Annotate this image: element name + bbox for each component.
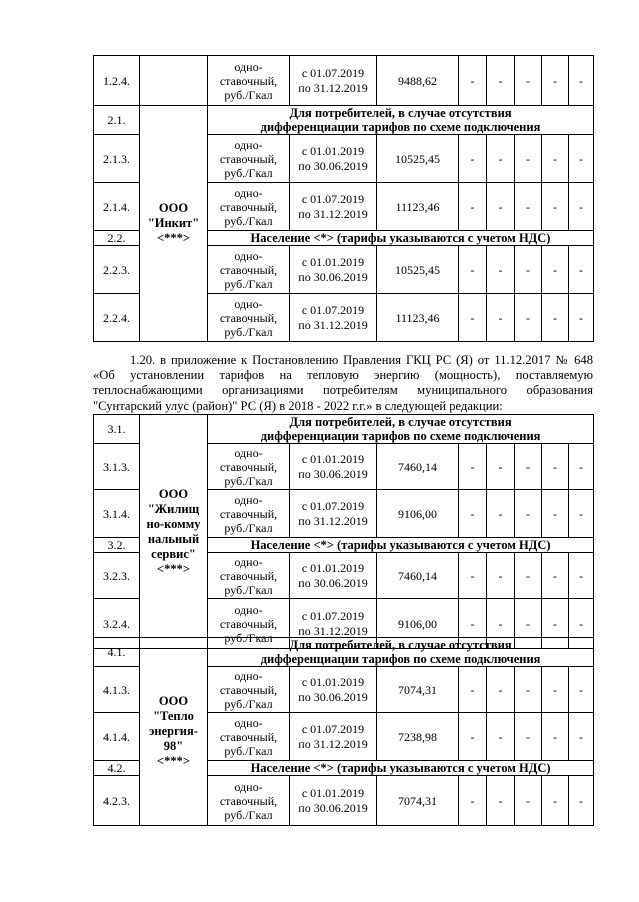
- tariff-table-zhks: [93, 414, 594, 649]
- empty-value-dash: -: [542, 553, 569, 599]
- tariff-unit: одно- ставочный, руб./Гкал: [208, 667, 290, 713]
- tariff-value: 9488,62: [377, 56, 459, 106]
- row-number: 3.1.: [94, 415, 140, 444]
- row-number: 4.2.3.: [94, 776, 140, 826]
- empty-value-dash: -: [569, 667, 594, 713]
- empty-value-dash: -: [487, 294, 515, 342]
- tariff-value: 10525,45: [377, 246, 459, 294]
- empty-value-dash: -: [459, 444, 487, 490]
- empty-value-dash: -: [569, 135, 594, 183]
- empty-value-dash: -: [459, 713, 487, 761]
- tariff-period: с 01.07.2019 по 31.12.2019: [290, 183, 377, 231]
- empty-value-dash: -: [569, 553, 594, 599]
- empty-value-dash: -: [459, 135, 487, 183]
- row-number: 3.1.4.: [94, 490, 140, 538]
- empty-value-dash: -: [515, 490, 542, 538]
- row-number: 3.1.3.: [94, 444, 140, 490]
- empty-value-dash: -: [569, 776, 594, 826]
- consumer-group-header: Для потребителей, в случае отсутствия дифференциации тарифов по схеме подключения: [208, 106, 594, 135]
- empty-value-dash: -: [542, 776, 569, 826]
- tariff-unit: одно- ставочный, руб./Гкал: [208, 135, 290, 183]
- tariff-value: 7460,14: [377, 553, 459, 599]
- tariff-unit: одно- ставочный, руб./Гкал: [208, 713, 290, 761]
- tariff-unit: одно- ставочный, руб./Гкал: [208, 776, 290, 826]
- tariff-period: с 01.01.2019 по 30.06.2019: [290, 667, 377, 713]
- empty-value-dash: -: [515, 553, 542, 599]
- tariff-period: с 01.01.2019 по 30.06.2019: [290, 444, 377, 490]
- consumer-group-header: Для потребителей, в случае отсутствия дифференциации тарифов по схеме подключения: [208, 415, 594, 444]
- empty-value-dash: -: [569, 246, 594, 294]
- empty-value-dash: -: [459, 183, 487, 231]
- empty-value-dash: -: [542, 294, 569, 342]
- tariff-unit: одно- ставочный, руб./Гкал: [208, 490, 290, 538]
- empty-value-dash: -: [542, 490, 569, 538]
- paragraph-line: «Об установлении тарифов на тепловую энергию (мощность), поставляемую: [93, 368, 593, 383]
- empty-value-dash: -: [515, 776, 542, 826]
- empty-value-dash: -: [487, 56, 515, 106]
- empty-value-dash: -: [487, 490, 515, 538]
- empty-value-dash: -: [487, 135, 515, 183]
- empty-value-dash: -: [459, 490, 487, 538]
- tariff-value: 10525,45: [377, 135, 459, 183]
- tariff-unit: одно- ставочный, руб./Гкал: [208, 246, 290, 294]
- empty-value-dash: -: [569, 490, 594, 538]
- tariff-value: 7074,31: [377, 667, 459, 713]
- tariff-value: 9106,00: [377, 599, 459, 649]
- tariff-value: 11123,46: [377, 183, 459, 231]
- row-number: 1.2.4.: [94, 56, 140, 106]
- tariff-period: с 01.01.2019 по 30.06.2019: [290, 246, 377, 294]
- row-number: 2.1.3.: [94, 135, 140, 183]
- row-number: 4.1.4.: [94, 713, 140, 761]
- empty-value-dash: -: [515, 183, 542, 231]
- tariff-unit: одно- ставочный, руб./Гкал: [208, 56, 290, 106]
- empty-value-dash: -: [515, 294, 542, 342]
- empty-value-dash: -: [459, 56, 487, 106]
- empty-value-dash: -: [459, 776, 487, 826]
- row-number: 4.1.3.: [94, 667, 140, 713]
- empty-value-dash: -: [487, 553, 515, 599]
- empty-value-dash: -: [487, 713, 515, 761]
- empty-value-dash: -: [515, 135, 542, 183]
- population-group-header: Население <*> (тарифы указываются с учетом НДС): [208, 761, 594, 776]
- empty-value-dash: -: [569, 713, 594, 761]
- empty-value-dash: -: [542, 667, 569, 713]
- paragraph-line: "Сунтарский улус (район)" РС (Я) в 2018 - 2022 г.г.» в следующей редакции:: [93, 398, 503, 413]
- empty-value-dash: -: [542, 183, 569, 231]
- empty-value-dash: -: [487, 776, 515, 826]
- tariff-value: 11123,46: [377, 294, 459, 342]
- organization-name: ООО "Тепло энергия- 98" <***>: [140, 638, 208, 826]
- population-group-header: Население <*> (тарифы указываются с учетом НДС): [208, 231, 594, 246]
- empty-value-dash: -: [459, 553, 487, 599]
- row-number: 2.1.4.: [94, 183, 140, 231]
- empty-value-dash: -: [542, 246, 569, 294]
- empty-value-dash: -: [459, 599, 487, 649]
- tariff-unit: одно- ставочный, руб./Гкал: [208, 444, 290, 490]
- paragraph-line: 1.20. в приложение к Постановлению Правления ГКЦ РС (Я) от 11.12.2017 № 648: [130, 353, 593, 367]
- table-row: [94, 56, 594, 106]
- empty-value-dash: -: [515, 599, 542, 649]
- empty-value-dash: -: [569, 444, 594, 490]
- tariff-unit: одно- ставочный, руб./Гкал: [208, 294, 290, 342]
- empty-value-dash: -: [487, 183, 515, 231]
- tariff-period: с 01.07.2019 по 31.12.2019: [290, 599, 377, 649]
- empty-value-dash: -: [487, 599, 515, 649]
- row-number: 3.2.: [94, 538, 140, 553]
- row-number: 2.2.3.: [94, 246, 140, 294]
- empty-value-dash: -: [542, 135, 569, 183]
- empty-value-dash: -: [487, 246, 515, 294]
- tariff-value: 7238,98: [377, 713, 459, 761]
- row-number: 2.1.: [94, 106, 140, 135]
- empty-value-dash: -: [515, 444, 542, 490]
- tariff-period: с 01.01.2019 по 30.06.2019: [290, 776, 377, 826]
- empty-value-dash: -: [569, 183, 594, 231]
- tariff-period: с 01.07.2019 по 31.12.2019: [290, 294, 377, 342]
- table-row: [94, 106, 594, 135]
- row-number: 3.2.3.: [94, 553, 140, 599]
- amendment-paragraph: [93, 353, 593, 414]
- empty-value-dash: -: [459, 667, 487, 713]
- tariff-unit: одно- ставочный, руб./Гкал: [208, 183, 290, 231]
- empty-value-dash: -: [487, 667, 515, 713]
- row-number: 3.2.4.: [94, 599, 140, 649]
- row-number: 4.2.: [94, 761, 140, 776]
- tariff-table-inkit: [93, 55, 594, 342]
- row-number: 2.2.4.: [94, 294, 140, 342]
- tariff-value: 7460,14: [377, 444, 459, 490]
- consumer-group-header: Для потребителей, в случае отсутствия дифференциации тарифов по схеме подключения: [208, 638, 594, 667]
- organization-name: ООО "Жилищ но-комму нальный сервис" <***>: [140, 415, 208, 649]
- empty-value-dash: -: [542, 599, 569, 649]
- empty-value-dash: -: [515, 246, 542, 294]
- empty-value-dash: -: [542, 713, 569, 761]
- tariff-period: с 01.01.2019 по 30.06.2019: [290, 553, 377, 599]
- empty-value-dash: -: [569, 294, 594, 342]
- empty-value-dash: -: [569, 56, 594, 106]
- organization-name: ООО "Инкит" <***>: [140, 106, 208, 342]
- tariff-period: с 01.07.2019 по 31.12.2019: [290, 56, 377, 106]
- tariff-unit: одно- ставочный, руб./Гкал: [208, 599, 290, 649]
- paragraph-line: теплоснабжающими организациями потребителям муниципального образования: [93, 383, 593, 398]
- row-number: 2.2.: [94, 231, 140, 246]
- empty-value-dash: -: [542, 56, 569, 106]
- population-group-header: Население <*> (тарифы указываются с учетом НДС): [208, 538, 594, 553]
- empty-value-dash: -: [542, 444, 569, 490]
- tariff-period: с 01.07.2019 по 31.12.2019: [290, 490, 377, 538]
- empty-value-dash: -: [459, 246, 487, 294]
- tariff-period: с 01.01.2019 по 30.06.2019: [290, 135, 377, 183]
- empty-value-dash: -: [569, 599, 594, 649]
- empty-value-dash: -: [515, 56, 542, 106]
- empty-value-dash: -: [459, 294, 487, 342]
- empty-value-dash: -: [487, 444, 515, 490]
- row-number: 4.1.: [94, 638, 140, 667]
- table-row: [94, 415, 594, 444]
- tariff-table-teploenergiya: [93, 637, 594, 826]
- tariff-unit: одно- ставочный, руб./Гкал: [208, 553, 290, 599]
- tariff-value: 7074,31: [377, 776, 459, 826]
- tariff-value: 9106,00: [377, 490, 459, 538]
- empty-value-dash: -: [515, 667, 542, 713]
- table-row: [94, 638, 594, 667]
- org-cell-empty: [140, 56, 208, 106]
- empty-value-dash: -: [515, 713, 542, 761]
- tariff-period: с 01.07.2019 по 31.12.2019: [290, 713, 377, 761]
